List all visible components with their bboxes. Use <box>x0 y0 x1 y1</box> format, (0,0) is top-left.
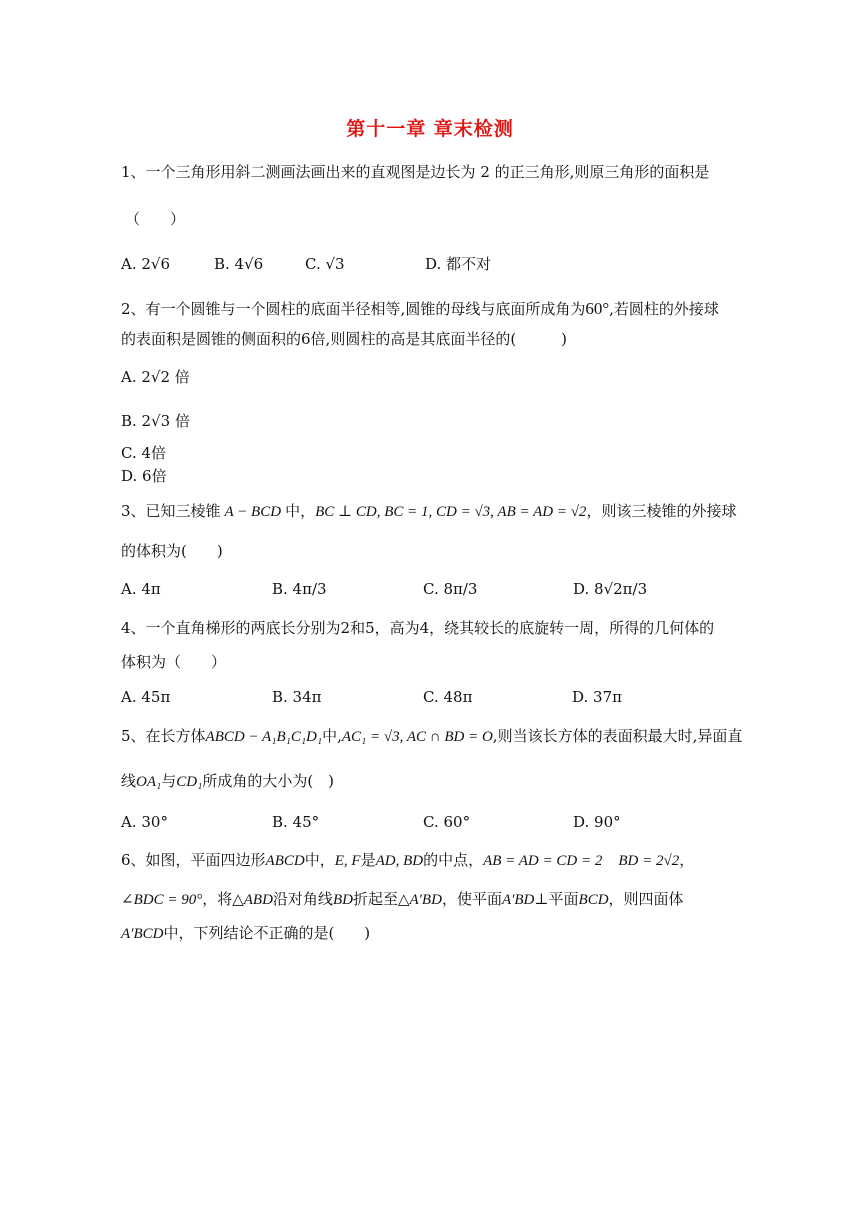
q1-option-a: A. 2√6 <box>121 255 171 273</box>
q5-line2-b: 与 <box>161 772 177 790</box>
q3-stem-b: 中， <box>285 502 316 520</box>
q3-condition: BC ⊥ CD, BC = 1, CD = √3, AB = AD = √2 <box>315 504 587 520</box>
q3-option-d: D. 8√2π/3 <box>573 580 648 598</box>
q6-line2-d: ，使平面 <box>441 890 502 908</box>
q1-paren: （ ） <box>125 210 186 228</box>
q6-line3 <box>121 922 370 945</box>
q6-line2-b: 沿对角线 <box>272 890 333 908</box>
q5-line1 <box>121 725 742 748</box>
q5-stem-b: 中, <box>322 727 342 745</box>
q6-ef: E, F <box>334 853 361 869</box>
q6-stem-a: 6、如图，平面四边形 <box>121 851 266 869</box>
q6-bd: BD <box>332 892 353 908</box>
q5-stem-a: 5、在长方体 <box>121 727 206 745</box>
q3-line2: 的体积为( ) <box>121 542 223 560</box>
q6-line1: 6、如图，平面四边形ABCD中，E, F是AD, BD的中点，AB = AD = CD = 2 BD = 2√2， <box>121 851 695 869</box>
q2-option-c: C. 4倍 <box>121 444 167 462</box>
q6-eq2: BD = 2√2 <box>618 853 680 869</box>
q2-stem-b: ,若圆柱的外接球 <box>609 300 719 318</box>
q6-perp: ⊥ <box>534 890 549 908</box>
q5-option-a: A. 30° <box>121 813 168 831</box>
q2-option-d: D. 6倍 <box>121 467 167 485</box>
q4-line1: 4、一个直角梯形的两底长分别为2和5，高为4，绕其较长的底旋转一周，所得的几何体的 <box>121 619 715 637</box>
q6-quad: ABCD <box>265 853 305 869</box>
q6-line2-e: 平面 <box>548 890 579 908</box>
q4-option-b: B. 34π <box>272 688 322 706</box>
q5-line2-c: 所成角的大小为( ) <box>202 772 335 790</box>
q1-stem: 1、一个三角形用斜二测画法画出来的直观图是边长为 2 的正三角形,则原三角形的面积是 <box>121 163 710 181</box>
q5-option-b: B. 45° <box>272 813 320 831</box>
q6-line3-text: 中，下列结论不正确的是( ) <box>163 924 371 942</box>
q6-line2 <box>121 888 684 911</box>
q6-adbd: AD, BD <box>375 853 424 869</box>
q5-option-c: C. 60° <box>423 813 471 831</box>
q3-option-b: B. 4π/3 <box>272 580 327 598</box>
q3-line1 <box>121 500 736 523</box>
q5-solid: ABCD − A₁B₁C₁D₁ <box>205 729 323 745</box>
q6-angle: ∠BDC = 90° <box>121 892 203 908</box>
q6-tri2: △A′BD <box>397 892 442 908</box>
q3-pyramid: A − BCD <box>224 504 282 520</box>
q3-option-c: C. 8π/3 <box>423 580 478 598</box>
q4-line2: 体积为（ ） <box>121 653 227 671</box>
q1-option-b: B. 4√6 <box>214 255 264 273</box>
q3-stem-a: 3、已知三棱锥 <box>121 502 221 520</box>
q4-option-a: A. 45π <box>121 688 171 706</box>
q5-line2-a: 线 <box>121 772 137 790</box>
q2-option-a: A. 2√2 倍 <box>121 368 190 386</box>
q6-line2-a: ，将 <box>202 890 233 908</box>
q4-option-d: D. 37π <box>572 688 622 706</box>
q5-line2 <box>121 770 334 793</box>
q2-line2: 的表面积是圆锥的侧面积的6倍,则圆柱的高是其底面半径的( ) <box>121 330 568 348</box>
q4-option-c: C. 48π <box>423 688 473 706</box>
q1-option-c: C. √3 <box>305 255 345 273</box>
q5-stem-c: ,则当该长方体的表面积最大时,异面直 <box>492 727 743 745</box>
q6-stem-c: 是 <box>360 851 376 869</box>
q5-option-d: D. 90° <box>573 813 621 831</box>
q3-stem-c: ，则该三棱锥的外接球 <box>586 502 737 520</box>
q2-stem-a: 2、有一个圆锥与一个圆柱的底面半径相等,圆锥的母线与底面所成角为 <box>121 300 586 318</box>
q6-line2-c: 折起至 <box>352 890 398 908</box>
q2-option-b: B. 2√3 倍 <box>121 412 190 430</box>
q6-stem-d: 的中点， <box>423 851 484 869</box>
q1-option-d: D. 都不对 <box>425 255 492 273</box>
q6-stem-b: 中， <box>304 851 335 869</box>
q3-option-a: A. 4π <box>121 580 161 598</box>
q6-plane1: A′BD <box>501 892 535 908</box>
q5-oa1: OA₁ <box>136 774 162 790</box>
q6-tetra: A′BCD <box>121 926 164 942</box>
q6-tri: △ABD <box>232 892 273 908</box>
q2-angle: 60° <box>585 299 610 318</box>
q5-cd1: CD₁ <box>176 774 203 790</box>
q6-line2-f: ，则四面体 <box>608 890 684 908</box>
q6-plane2: BCD <box>578 892 609 908</box>
page-title: 第十一章 章末检测 <box>346 118 514 140</box>
q5-condition: AC₁ = √3, AC ∩ BD = O <box>341 729 493 745</box>
q2-line1 <box>121 298 719 320</box>
q6-eq1: AB = AD = CD = 2 <box>483 853 603 869</box>
